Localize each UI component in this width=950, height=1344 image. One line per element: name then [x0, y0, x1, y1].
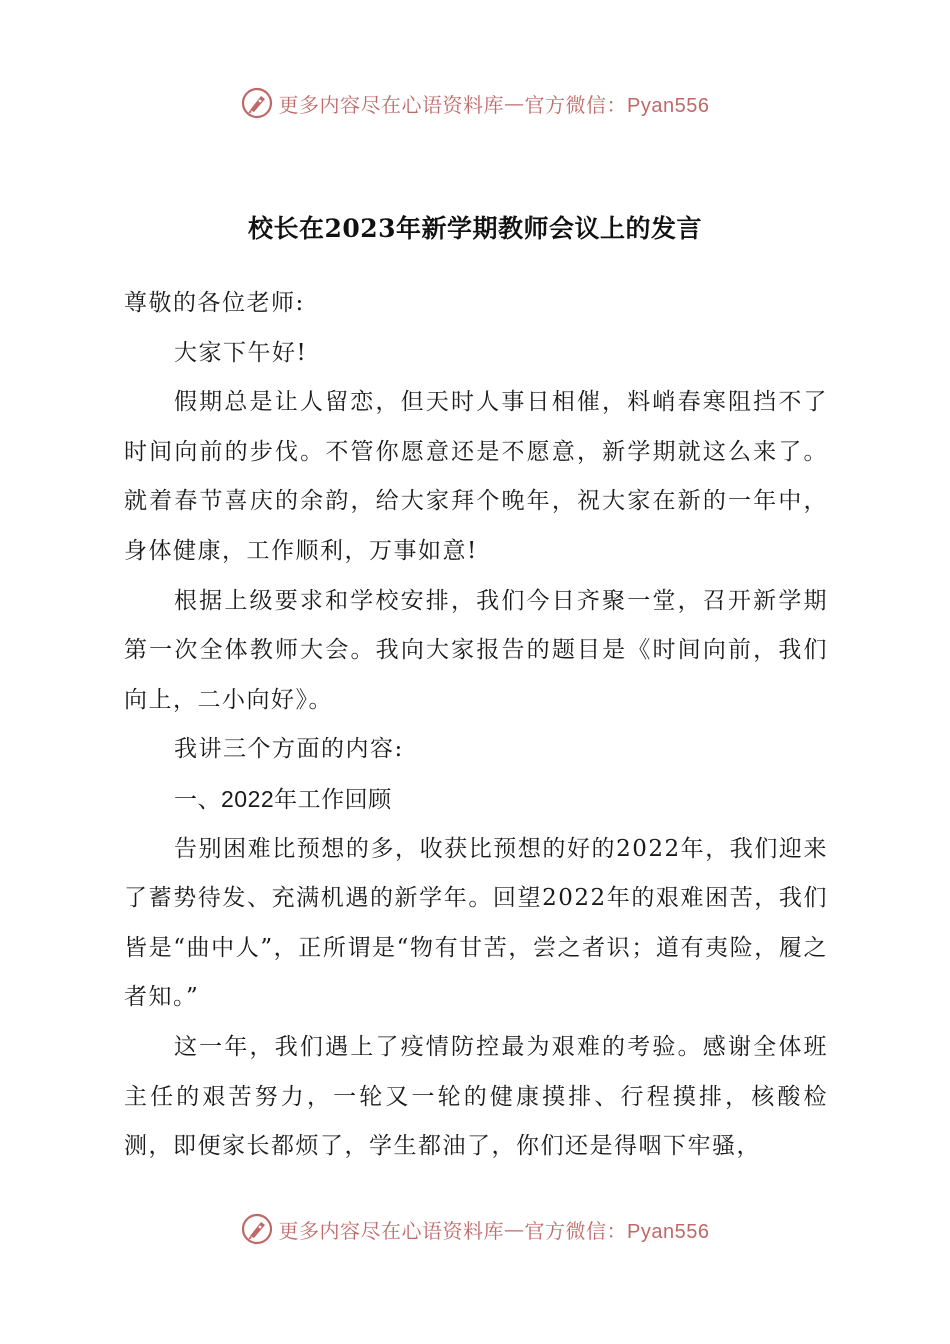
watermark-site-text: 更多内容尽在心语资料库	[278, 92, 505, 117]
watermark-account-text: 官方微信：Pyan556	[524, 94, 710, 117]
paragraph: 告别困难比预想的多，收获比预想的好的2022年，我们迎来了蓄势待发、充满机遇的新学年。回望2022年的艰难困苦，我们皆是“曲中人”，正所谓是“物有甘苦，尝之者识；道有夷险，履之者知。”	[124, 835, 828, 1011]
pen-nib-logo-icon	[241, 1213, 273, 1245]
section-heading: 一、2022年工作回顾	[174, 785, 392, 812]
document-title: 校长在2023年新学期教师会议上的发言	[247, 214, 703, 243]
paragraph: 假期总是让人留恋，但天时人事日相催，料峭春寒阻挡不了时间向前的步伐。不管你愿意还是不愿意，新学期就这么来了。就着春节喜庆的余韵，给大家拜个晚年，祝大家在新的一年中，身体健康，工作顺利，万事如意!	[124, 389, 828, 564]
paragraph: 大家下午好!	[174, 339, 308, 366]
footer-watermark	[0, 1209, 950, 1249]
salutation: 尊敬的各位老师:	[124, 290, 305, 316]
header-watermark	[0, 83, 950, 123]
watermark-separator: —	[504, 1217, 525, 1241]
document-body	[124, 279, 828, 1172]
paragraph: 这一年，我们遇上了疫情防控最为艰难的考验。感谢全体班主任的艰苦努力，一轮又一轮的健康摸排、行程摸排，核酸检测，即便家长都烦了，学生都油了，你们还是得咽下牢骚，	[124, 1033, 828, 1160]
watermark-account-text: 官方微信：Pyan556	[524, 1220, 710, 1243]
paragraph: 我讲三个方面的内容:	[174, 736, 404, 763]
pen-nib-logo-icon	[241, 87, 273, 119]
watermark-separator: —	[504, 91, 525, 115]
watermark-site-text: 更多内容尽在心语资料库	[278, 1218, 505, 1243]
paragraph: 根据上级要求和学校安排，我们今日齐聚一堂，召开新学期第一次全体教师大会。我向大家报告的题目是《时间向前，我们向上，二小向好》。	[124, 587, 828, 713]
